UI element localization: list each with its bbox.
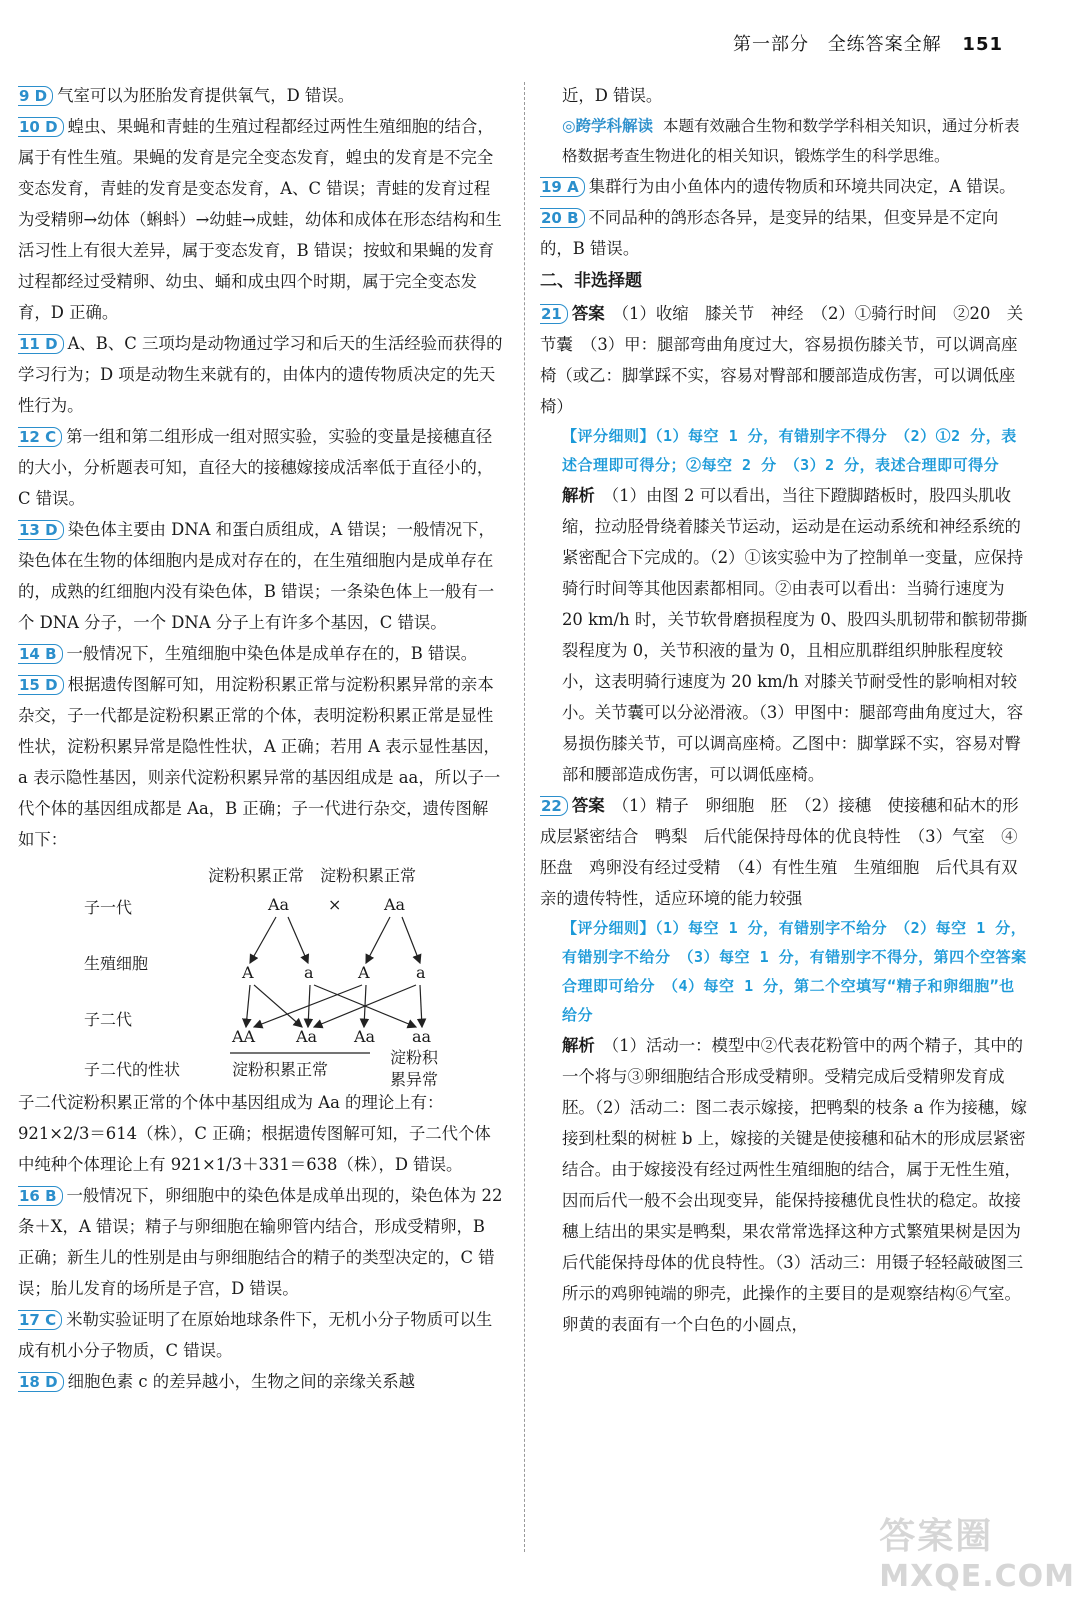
parents-header: 淀粉积累正常 淀粉积累正常: [208, 866, 417, 885]
row-label-f1: 子一代: [84, 898, 133, 917]
item-number-tag: 14 B: [18, 644, 63, 664]
f2-genotype: Aa: [354, 1027, 376, 1046]
item-number-tag: 20 B: [540, 208, 585, 228]
answer-item-11: 11 D A、B、C 三项均是动物通过学习和后天的生活经验而获得的学习行为；D 项是动物生来就有的，由体内的遗传物质决定的先天性行为。: [18, 334, 503, 415]
row-label-gametes: 生殖细胞: [84, 954, 149, 973]
trait-abnormal-line1: 淀粉积: [390, 1048, 439, 1067]
answer-item-19: 19 A 集群行为由小鱼体内的遗传物质和环境共同决定，A 错误。: [541, 177, 1016, 196]
item-number-tag: 19 A: [540, 177, 585, 197]
f2-genotype: AA: [232, 1027, 256, 1046]
f2-genotype: Aa: [296, 1027, 318, 1046]
cross-symbol: ×: [328, 895, 342, 914]
answer-label: 答案: [571, 304, 605, 323]
item-number-tag: 9 D: [18, 86, 53, 106]
answer-item-15: 15 D 根据遗传图解可知，用淀粉积累正常与淀粉积累异常的亲本杂交，子一代都是淀粉积累正常的个体，表明淀粉积累正常是显性性状，淀粉积累异常是隐性性状，A 正确；若用 A 表示显性基因，a 表示隐性基因，则亲代淀粉积累异常的基因组成是 aa，所以子一代个体的基因组成都是 Aa，B 正确；子一代进行杂交，遗传图解如下：: [18, 675, 501, 849]
row-label-f2: 子二代: [84, 1010, 133, 1029]
analysis-label: 解析: [562, 1036, 595, 1055]
gamete: A: [358, 963, 370, 982]
answer-item-18: 18 D 细胞色素 c 的差异越小，生物之间的亲缘关系越: [19, 1372, 415, 1391]
analysis: 解析 （1）活动一：模型中②代表花粉管中的两个精子，其中的一个将与③卵细胞结合形成受精卵。受精完成后受精卵发育成胚。（2）活动二：图二表示嫁接，把鸭梨的枝条 a 作为接穗，嫁接到杜梨的树桩 b 上，嫁接的关键是使接穗和砧木的形成层紧密结合。由于嫁接没有经过两性生殖细胞的结合，属于无性生殖，因而后代一般不会出现变异，能保持接穗优良性状的稳定。故接穗上结出的果实是鸭梨，果农常常选择这种方式繁殖果树是因为后代能保持母体的优良特性。（3）活动三：用镊子轻轻敲破图三所示的鸡卵钝端的卵壳，此操作的主要目的是观察结构⑥气室。卵黄的表面有一个白色的小圆点，: [562, 1036, 1027, 1334]
answer-item-10: 10 D 蝗虫、果蝇和青蛙的生殖过程都经过两性生殖细胞的结合，属于有性生殖。果蝇的发育是完全变态发育，蝗虫的发育是不完全变态发育，青蛙的发育是变态发育，A、C 错误；青蛙的发育过程为受精卵→幼体（蝌蚪）→幼蛙→成蛙，幼体和成体在形态结构和生活习性上有很大差异，属于变态发育，B 错误；按蚊和果蝇的发育过程都经过受精卵、幼虫、蛹和成虫四个时期，属于完全变态发育，D 正确。: [18, 117, 502, 322]
trait-normal: 淀粉积累正常: [232, 1060, 329, 1079]
gamete: a: [416, 963, 426, 982]
item-number-tag: 17 C: [18, 1310, 62, 1330]
scoring-rubric: 【评分细则】（1）每空 1 分，有错别字不给分 （2）每空 1 分，有错别字不给分 （3）每空 1 分，有错别字不得分，第四个空答案合理即可给分 （4）每空 1 分，第二个空填写“精子和卵细胞”也给分: [562, 919, 1027, 1024]
answer-item-20: 20 B 不同品种的鸽形态各异，是变异的结果，但变异是不定向的，B 错误。: [540, 208, 999, 258]
item-number-tag: 16 B: [18, 1186, 63, 1206]
item-number-tag: 15 D: [18, 675, 64, 695]
item-number-tag: 10 D: [18, 117, 64, 137]
answer-item-13: 13 D 染色体主要由 DNA 和蛋白质组成，A 错误；一般情况下，染色体在生物的体细胞内是成对存在的，在生殖细胞内是成单存在的，成熟的红细胞内没有染色体，B 错误；一条染色体上一般有一个 DNA 分子，一个 DNA 分子上有许多个基因，C 错误。: [18, 520, 495, 632]
answer-item-14: 14 B 一般情况下，生殖细胞中染色体是成单存在的，B 错误。: [19, 644, 478, 663]
analysis-label: 解析: [562, 486, 595, 505]
header-section: 第一部分: [732, 34, 809, 55]
genetic-cross-diagram: [18, 855, 504, 1087]
header-title: 全练答案全解: [827, 34, 942, 55]
gamete: a: [304, 963, 314, 982]
page-header: [733, 30, 1003, 56]
answer-item-16: 16 B 一般情况下，卵细胞中的染色体是成单出现的，染色体为 22 条＋X，A 错误；精子与卵细胞在输卵管内结合，形成受精卵，B 正确；新生儿的性别是由与卵细胞结合的精子的类型决定的，C 错误；胎儿发育的场所是子宫，D 错误。: [18, 1186, 503, 1298]
answer-item-12: 12 C 第一组和第二组形成一组对照实验，实验的变量是接穗直径的大小，分析题表可知，直径大的接穗嫁接成活率低于直径小的，C 错误。: [18, 427, 494, 508]
section-heading: 二、非选择题: [540, 271, 642, 291]
answer-label: 答案: [571, 796, 605, 815]
answer-item-21: 21 答案 （1）收缩 膝关节 神经 （2）①骑行时间 ②20 关节囊 （3）甲：腿部弯曲角度过大，容易损伤膝关节，可以调高座椅（或乙：脚掌踩不实，容易对臀部和腰部造成伤害，可以调低座椅）: [540, 304, 1024, 416]
trait-abnormal-line2: 累异常: [390, 1070, 439, 1089]
f2-genotype: aa: [412, 1027, 432, 1046]
analysis: 解析 （1）由图 2 可以看出，当往下蹬脚踏板时，股四头肌收缩，拉动胫骨绕着膝关节运动，运动是在运动系统和神经系统的紧密配合下完成的。（2）①该实验中为了控制单一变量，应保持骑行时间等其他因素都相同。②由表可以看出：当骑行速度为 20 km/h 时，关节软骨磨损程度为 0、股四头肌韧带和髌韧带撕裂程度为 0，关节积液的量为 0，且相应肌群组织肿胀程度较小，这表明骑行速度为 20 km/h 对膝关节耐受性的影响相对较小。关节囊可以分泌滑液。（3）甲图中：腿部弯曲角度过大，容易损伤膝关节，可以调高座椅。乙图中：脚掌踩不实，容易对臀部和腰部造成伤害，可以调低座椅。: [562, 486, 1028, 784]
answer-item-18-continued: 近，D 错误。: [562, 86, 663, 105]
item-number-tag: 18 D: [18, 1372, 64, 1392]
page-number: 151: [962, 34, 1003, 55]
item-number-tag: 22: [540, 796, 568, 816]
cross-discipline-text: 本题有效融合生物和数学学科相关知识，通过分析表格数据考查生物进化的相关知识，锻炼学生的科学思维。: [562, 117, 1020, 165]
answer-item-9: 9 D 气室可以为胚胎发育提供氧气，D 错误。: [19, 86, 355, 105]
item-number-tag: 11 D: [18, 334, 64, 354]
watermark: [879, 1508, 1075, 1594]
row-label-f2-trait: 子二代的性状: [84, 1060, 181, 1079]
cross-discipline-note: [540, 111, 1028, 171]
item-number-tag: 12 C: [18, 427, 62, 447]
cross-discipline-title: ◎跨学科解读: [562, 117, 654, 135]
column-divider: [524, 82, 525, 1552]
item-number-tag: 21: [540, 304, 568, 324]
answer-item-17: 17 C 米勒实验证明了在原始地球条件下，无机小分子物质可以生成有机小分子物质，C 错误。: [18, 1310, 493, 1360]
answer-item-15-continued: 子二代淀粉积累正常的个体中基因组成为 Aa 的理论上有：921×2/3＝614（株），C 正确；根据遗传图解可知，子二代个体中纯种个体理论上有 921×1/3＋331＝638（株），D 错误。: [18, 1093, 491, 1174]
left-column: [18, 80, 504, 1397]
gamete: A: [242, 963, 254, 982]
item-number-tag: 13 D: [18, 520, 64, 540]
watermark-url: MXQE.COM: [879, 1559, 1075, 1594]
watermark-text: 答案圈: [879, 1516, 994, 1557]
scoring-rubric: 【评分细则】（1）每空 1 分，有错别字不得分 （2）①2 分，表述合理即可得分；②每空 2 分 （3）2 分，表述合理即可得分: [562, 427, 1017, 474]
f1-genotype-left: Aa: [268, 895, 290, 914]
answer-item-22: 22 答案 （1）精子 卵细胞 胚 （2）接穗 使接穗和砧木的形成层紧密结合 鸭梨 后代能保持母体的优良特性 （3）气室 ④ 胚盘 鸡卵没有经过受精 （4）有性生殖 生殖细胞 后代具有双亲的遗传特性，适应环境的能力较强: [540, 796, 1034, 908]
f1-genotype-right: Aa: [384, 895, 406, 914]
right-column: [540, 80, 1034, 1340]
